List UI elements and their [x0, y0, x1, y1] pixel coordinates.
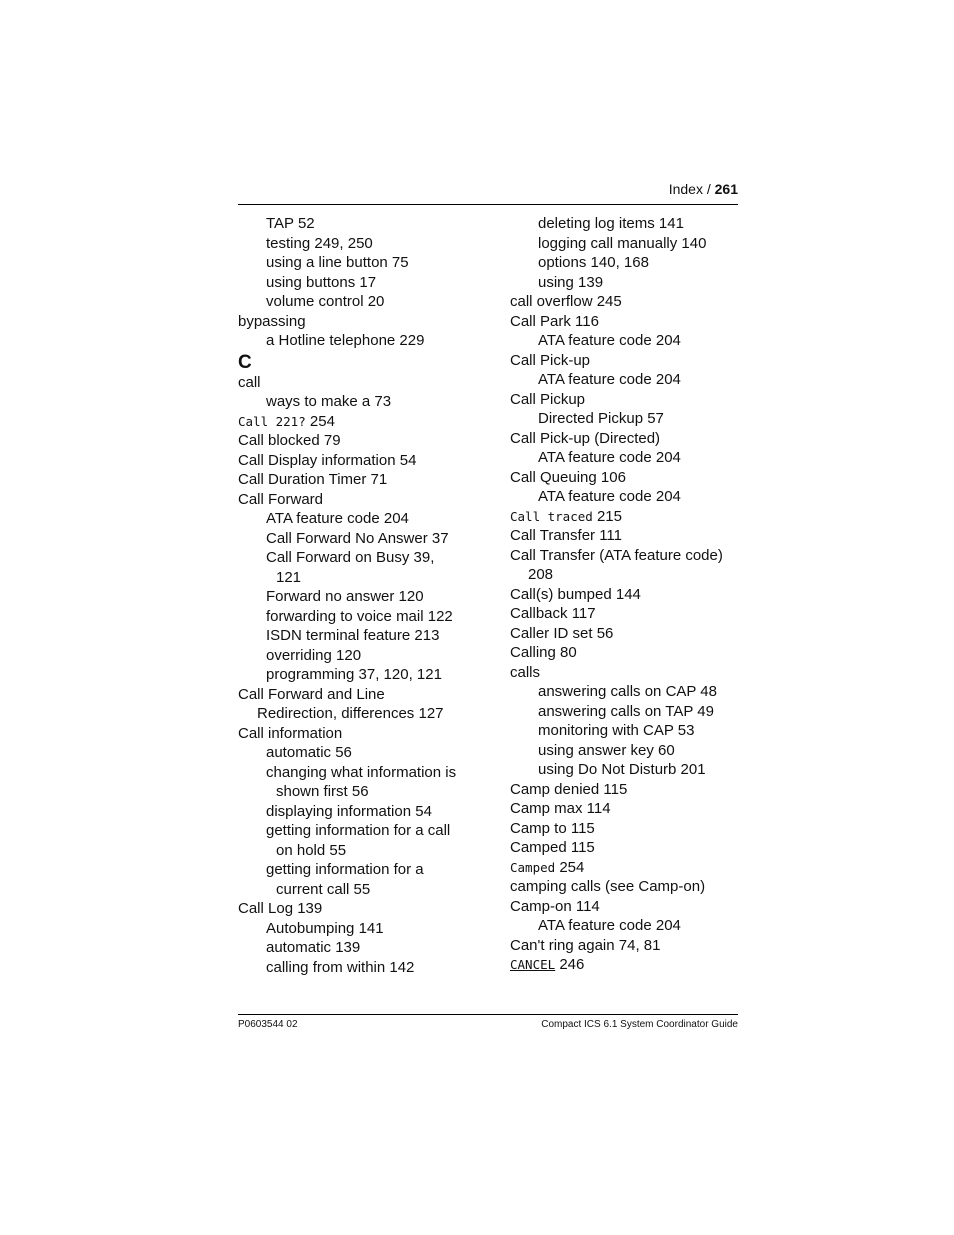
- index-entry: Camp to 115: [510, 819, 595, 837]
- index-subentry: displaying information 54: [266, 802, 432, 820]
- index-subentry: a Hotline telephone 229: [266, 332, 425, 349]
- index-subentry: automatic 56: [266, 744, 352, 761]
- index-subentry: shown first 56: [276, 783, 369, 800]
- display-text: Camped: [510, 859, 556, 875]
- index-entry: Camp denied 115: [510, 780, 628, 798]
- index-entry: [510, 507, 742, 527]
- index-entry: Call Log 139: [238, 900, 323, 917]
- index-subentry: changing what information is: [266, 763, 457, 781]
- index-entry: Call information: [238, 724, 343, 742]
- guide-title: Compact ICS 6.1 System Coordinator Guide: [541, 1019, 738, 1030]
- index-subentry: logging call manually 140: [538, 234, 707, 252]
- index-entry: [510, 955, 742, 975]
- index-entry: Call Transfer (ATA feature code): [510, 546, 723, 564]
- index-entry: bypassing: [238, 312, 306, 330]
- index-subentry: Directed Pickup 57: [538, 410, 664, 427]
- display-text: Call 221?: [238, 413, 306, 429]
- index-subentry: Forward no answer 120: [266, 588, 424, 605]
- index-entry: Call Pickup: [510, 390, 586, 408]
- index-entry: Can't ring again 74, 81: [510, 936, 661, 954]
- index-entry: Camp-on 114: [510, 897, 600, 915]
- index-subentry: forwarding to voice mail 122: [266, 607, 453, 625]
- index-entry: Call Park 116: [510, 312, 599, 330]
- index-subentry: getting information for a call: [266, 822, 451, 839]
- index-entry: Call Duration Timer 71: [238, 471, 388, 488]
- page-ref: 215: [592, 507, 622, 525]
- index-entry: calls: [510, 663, 541, 681]
- index-entry: [238, 412, 473, 432]
- page-ref: 254: [305, 412, 335, 430]
- index-entry: Calling 80: [510, 644, 577, 661]
- index-entry: Camp max 114: [510, 800, 611, 817]
- index-subentry: ATA feature code 204: [538, 449, 681, 466]
- index-entry: Call Pick-up (Directed): [510, 429, 661, 447]
- display-text: Call traced: [510, 508, 593, 524]
- index-subentry: using answer key 60: [538, 741, 675, 759]
- index-subentry: TAP 52: [266, 215, 315, 232]
- page-header: [238, 180, 738, 205]
- page-ref: 254: [555, 858, 585, 876]
- header-text: [669, 181, 738, 197]
- index-letter-heading: C: [238, 351, 252, 373]
- index-entry: Call(s) bumped 144: [510, 585, 641, 603]
- index-subentry: using a line button 75: [266, 254, 409, 271]
- index-subentry: Autobumping 141: [266, 919, 384, 937]
- index-subentry: 121: [276, 568, 302, 586]
- section-label: Index /: [668, 181, 711, 197]
- index-subentry: ATA feature code 204: [266, 510, 409, 527]
- index-entry: Call Forward and Line: [238, 685, 385, 703]
- index-entry: Call Forward: [238, 490, 324, 508]
- index-subentry: calling from within 142: [266, 958, 415, 976]
- index-subentry: automatic 139: [266, 939, 361, 956]
- index-entry: Caller ID set 56: [510, 624, 614, 642]
- index-subentry: ATA feature code 204: [538, 488, 681, 505]
- index-subentry: answering calls on TAP 49: [538, 702, 714, 720]
- display-text: CANCEL: [510, 957, 556, 972]
- index-subentry: volume control 20: [266, 293, 385, 310]
- index-subentry: ATA feature code 204: [538, 371, 681, 388]
- index-entry: Call Pick-up: [510, 351, 591, 369]
- index-column-right: [510, 214, 742, 975]
- index-subentry: getting information for a: [266, 861, 424, 878]
- index-subentry: deleting log items 141: [538, 215, 684, 232]
- index-subentry: on hold 55: [276, 841, 347, 859]
- index-subentry: options 140, 168: [538, 254, 649, 271]
- index-subentry: ATA feature code 204: [538, 332, 681, 349]
- index-subentry: overriding 120: [266, 646, 362, 664]
- index-subentry: using Do Not Disturb 201: [538, 761, 706, 778]
- index-subentry: answering calls on CAP 48: [538, 683, 717, 700]
- index-entry: [510, 858, 742, 878]
- page-footer: [238, 1014, 738, 1030]
- index-entry: Call Queuing 106: [510, 468, 626, 486]
- index-entry: Call Transfer 111: [510, 527, 622, 544]
- index-entry: Camped 115: [510, 839, 595, 856]
- index-subentry: ways to make a 73: [266, 393, 392, 410]
- document-number: P0603544 02: [238, 1019, 298, 1030]
- index-entry: Call blocked 79: [238, 432, 341, 449]
- index-column-left: [238, 214, 473, 977]
- index-subentry: ATA feature code 204: [538, 917, 681, 934]
- index-subentry: ISDN terminal feature 213: [266, 627, 440, 644]
- index-subentry: Call Forward on Busy 39,: [266, 549, 435, 566]
- index-subentry: monitoring with CAP 53: [538, 722, 695, 739]
- page-number: 261: [714, 181, 738, 197]
- index-subentry: Redirection, differences 127: [257, 705, 444, 722]
- index-subentry: testing 249, 250: [266, 234, 373, 252]
- index-subentry: current call 55: [276, 880, 371, 898]
- index-subentry: 208: [528, 566, 554, 583]
- index-entry: call: [238, 373, 261, 391]
- index-entry: Callback 117: [510, 605, 596, 622]
- index-subentry: programming 37, 120, 121: [266, 666, 442, 683]
- index-entry: camping calls (see Camp-on): [510, 878, 706, 895]
- index-entry: call overflow 245: [510, 293, 622, 310]
- index-entry: Call Display information 54: [238, 451, 417, 469]
- index-subentry: using 139: [538, 273, 604, 291]
- index-subentry: using buttons 17: [266, 273, 377, 291]
- index-subentry: Call Forward No Answer 37: [266, 529, 449, 547]
- page-ref: 246: [555, 956, 585, 973]
